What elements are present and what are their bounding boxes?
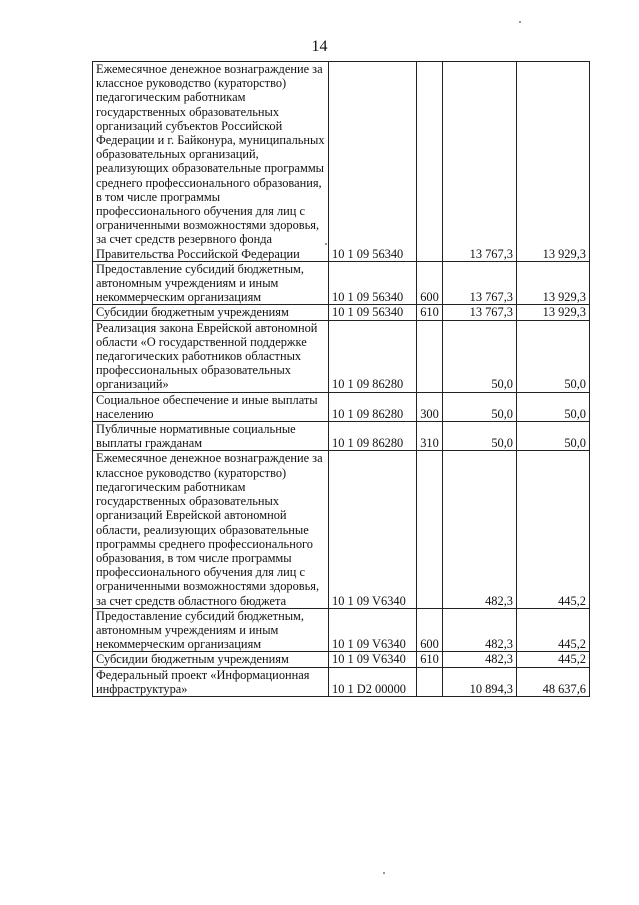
table-row [93,652,590,667]
table-row [93,305,590,320]
row-vr: 610 [417,652,443,667]
row-code: 10 1 09 56340 [329,62,417,262]
scan-speck [325,243,327,245]
row-code: 10 1 09 V6340 [329,608,417,652]
row-code: 10 1 09 86280 [329,392,417,421]
row-code: 10 1 09 V6340 [329,451,417,608]
row-amount-year1: 13 767,3 [443,62,517,262]
row-amount-year2: 50,0 [517,422,590,451]
row-vr: 600 [417,608,443,652]
row-amount-year2: 445,2 [517,451,590,608]
row-code: 10 1 09 86280 [329,320,417,392]
table-row [93,62,590,262]
row-amount-year1: 10 894,3 [443,667,517,696]
row-amount-year1: 50,0 [443,320,517,392]
table-row [93,422,590,451]
page-number: 14 [311,38,328,55]
scan-speck [383,872,385,874]
row-amount-year2: 445,2 [517,608,590,652]
row-amount-year2: 13 929,3 [517,261,590,305]
table-row [93,451,590,608]
row-name: Субсидии бюджетным учреждениям [93,305,329,320]
table-row [93,392,590,421]
row-name: Ежемесячное денежное вознаграждение за классное руководство (кураторство) педагогическим работникам государственных образовательных организаций субъектов Российской Федерации и г. Байконура, муниципальных образовательных организаций, реализующих образовательные программы среднего профессионального образования, в том числе программы профессионального обучения для лиц с ограниченными возможностями здоровья, за счет средств резервного фонда Правительства Российской Федерации [93,62,329,262]
row-vr: 310 [417,422,443,451]
row-vr [417,320,443,392]
table-row [93,261,590,305]
row-vr: 610 [417,305,443,320]
row-amount-year1: 50,0 [443,392,517,421]
row-vr: 600 [417,261,443,305]
row-name: Предоставление субсидий бюджетным, автономным учреждениям и иным некоммерческим организациям [93,261,329,305]
row-amount-year1: 13 767,3 [443,305,517,320]
row-vr [417,667,443,696]
table-row [93,667,590,696]
row-code: 10 1 09 V6340 [329,652,417,667]
row-name: Ежемесячное денежное вознаграждение за классное руководство (кураторство) педагогическим работникам государственных образовательных организаций Еврейской автономной области, реализующих образовательные программы среднего профессионального образования, в том числе программы профессионального обучения для лиц с ограниченными возможностями здоровья, за счет средств областного бюджета [93,451,329,608]
budget-table [92,61,590,697]
row-amount-year2: 13 929,3 [517,62,590,262]
row-name: Социальное обеспечение и иные выплаты населению [93,392,329,421]
row-amount-year2: 48 637,6 [517,667,590,696]
row-amount-year1: 50,0 [443,422,517,451]
row-code: 10 1 D2 00000 [329,667,417,696]
row-amount-year1: 482,3 [443,451,517,608]
row-name: Предоставление субсидий бюджетным, автономным учреждениям и иным некоммерческим организациям [93,608,329,652]
row-amount-year1: 13 767,3 [443,261,517,305]
row-amount-year1: 482,3 [443,608,517,652]
row-code: 10 1 09 56340 [329,261,417,305]
table-row [93,608,590,652]
row-amount-year2: 445,2 [517,652,590,667]
row-name: Субсидии бюджетным учреждениям [93,652,329,667]
scan-speck [519,21,521,23]
row-vr [417,62,443,262]
row-amount-year2: 13 929,3 [517,305,590,320]
row-amount-year1: 482,3 [443,652,517,667]
row-name: Реализация закона Еврейской автономной области «О государственной поддержке педагогических работников областных профессиональных образовательных организаций» [93,320,329,392]
row-name: Федеральный проект «Информационная инфраструктура» [93,667,329,696]
row-vr [417,451,443,608]
row-name: Публичные нормативные социальные выплаты гражданам [93,422,329,451]
row-amount-year2: 50,0 [517,320,590,392]
table-row [93,320,590,392]
row-vr: 300 [417,392,443,421]
row-amount-year2: 50,0 [517,392,590,421]
row-code: 10 1 09 86280 [329,422,417,451]
row-code: 10 1 09 56340 [329,305,417,320]
